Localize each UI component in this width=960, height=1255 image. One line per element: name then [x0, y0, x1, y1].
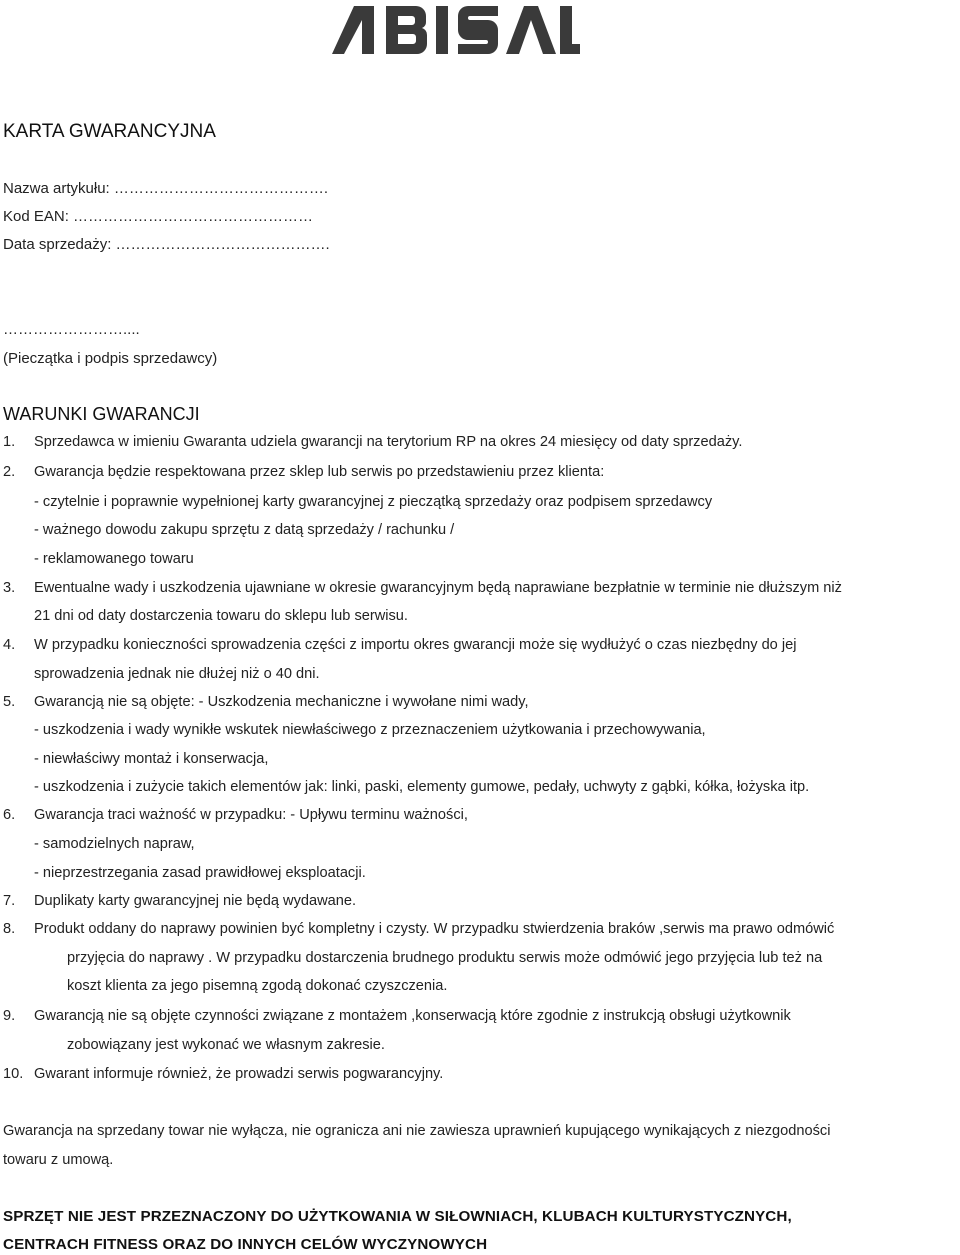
- item-line: W przypadku konieczności sprowadzenia części z importu okres gwarancji może się wydłużyć o czas niezbędny do jej: [34, 637, 797, 653]
- item-line: - uszkodzenia i zużycie takich elementów jak: linki, paski, elementy gumowe, pedały, uchwyty z gąbki, kółka, łożyska itp.: [34, 779, 810, 795]
- item-line: - reklamowanego towaru: [34, 551, 194, 567]
- item-line: Gwarant informuje również, że prowadzi serwis pogwarancyjny.: [34, 1066, 444, 1082]
- closing-line: Gwarancja na sprzedany towar nie wyłącza, nie ogranicza ani nie zawiesza uprawnień kupującego wynikających z niezgodności: [3, 1123, 831, 1139]
- item-line: - niewłaściwy montaż i konserwacja,: [34, 751, 269, 767]
- warning-line: CENTRACH FITNESS ORAZ DO INNYCH CELÓW WYCZYNOWYCH: [3, 1236, 488, 1253]
- item-line: przyjęcia do naprawy . W przypadku dostarczenia brudnego produktu serwis może odmówić jego przyjęcia lub też na: [67, 950, 823, 966]
- page-title: KARTA GWARANCYJNA: [3, 121, 216, 142]
- item-line: - ważnego dowodu zakupu sprzętu z datą sprzedaży / rachunku /: [34, 522, 455, 538]
- item-line: Produkt oddany do naprawy powinien być kompletny i czysty. W przypadku stwierdzenia braków ,serwis ma prawo odmówić: [34, 921, 835, 937]
- item-line: Duplikaty karty gwarancyjnej nie będą wydawane.: [34, 893, 357, 909]
- item-line: Sprzedawca w imieniu Gwaranta udziela gwarancji na terytorium RP na okres 24 miesięcy od daty sprzedaży.: [34, 434, 743, 450]
- stamp-label: (Pieczątka i podpis sprzedawcy): [3, 350, 218, 367]
- item-number: 1.: [3, 434, 16, 450]
- item-number: 8.: [3, 921, 16, 937]
- item-line: Gwarancją nie są objęte czynności związane z montażem ,konserwacją które zgodnie z instrukcją obsługi użytkownik: [34, 1008, 791, 1024]
- item-line: - nieprzestrzegania zasad prawidłowej eksploatacji.: [34, 865, 366, 881]
- item-line: - samodzielnych napraw,: [34, 836, 195, 852]
- item-line: Gwarancją nie są objęte: - Uszkodzenia mechaniczne i wywołane nimi wady,: [34, 694, 529, 710]
- sale-date-field: Data sprzedaży: …………………………………….: [3, 236, 330, 253]
- item-number: 2.: [3, 464, 16, 480]
- item-line: Gwarancja traci ważność w przypadku: - Upływu terminu ważności,: [34, 807, 468, 823]
- brand-logo-graphic: [330, 4, 580, 56]
- conditions-heading: WARUNKI GWARANCJI: [3, 404, 200, 424]
- stamp-dots: ……………………....: [3, 321, 140, 338]
- item-number: 7.: [3, 893, 16, 909]
- item-line: koszt klienta za jego pisemną zgodą dokonać czyszczenia.: [67, 978, 448, 994]
- item-number: 6.: [3, 807, 16, 823]
- brand-logo: [330, 4, 580, 56]
- item-line: - czytelnie i poprawnie wypełnionej karty gwarancyjnej z pieczątką sprzedaży oraz podpisem sprzedawcy: [34, 494, 713, 510]
- item-line: - uszkodzenia i wady wynikłe wskutek niewłaściwego z przeznaczeniem użytkowania i przechowywania,: [34, 722, 706, 738]
- closing-line: towaru z umową.: [3, 1152, 114, 1168]
- warning-line: SPRZĘT NIE JEST PRZEZNACZONY DO UŻYTKOWANIA W SIŁOWNIACH, KLUBACH KULTURYSTYCZNYCH,: [3, 1208, 792, 1225]
- item-number: 10.: [3, 1066, 24, 1082]
- item-line: 21 dni od daty dostarczenia towaru do sklepu lub serwisu.: [34, 608, 408, 624]
- item-line: Ewentualne wady i uszkodzenia ujawniane w okresie gwarancyjnym będą naprawiane bezpłatnie w terminie nie dłuższym niż: [34, 580, 842, 596]
- item-number: 9.: [3, 1008, 16, 1024]
- article-name-field: Nazwa artykułu: …………………………………….: [3, 180, 329, 197]
- item-line: zobowiązany jest wykonać we własnym zakresie.: [67, 1037, 385, 1053]
- ean-field: Kod EAN: …………………………………………: [3, 208, 314, 225]
- item-number: 3.: [3, 580, 16, 596]
- item-number: 4.: [3, 637, 16, 653]
- item-line: Gwarancja będzie respektowana przez sklep lub serwis po przedstawieniu przez klienta:: [34, 464, 605, 480]
- item-number: 5.: [3, 694, 16, 710]
- item-line: sprowadzenia jednak nie dłużej niż o 40 dni.: [34, 666, 320, 682]
